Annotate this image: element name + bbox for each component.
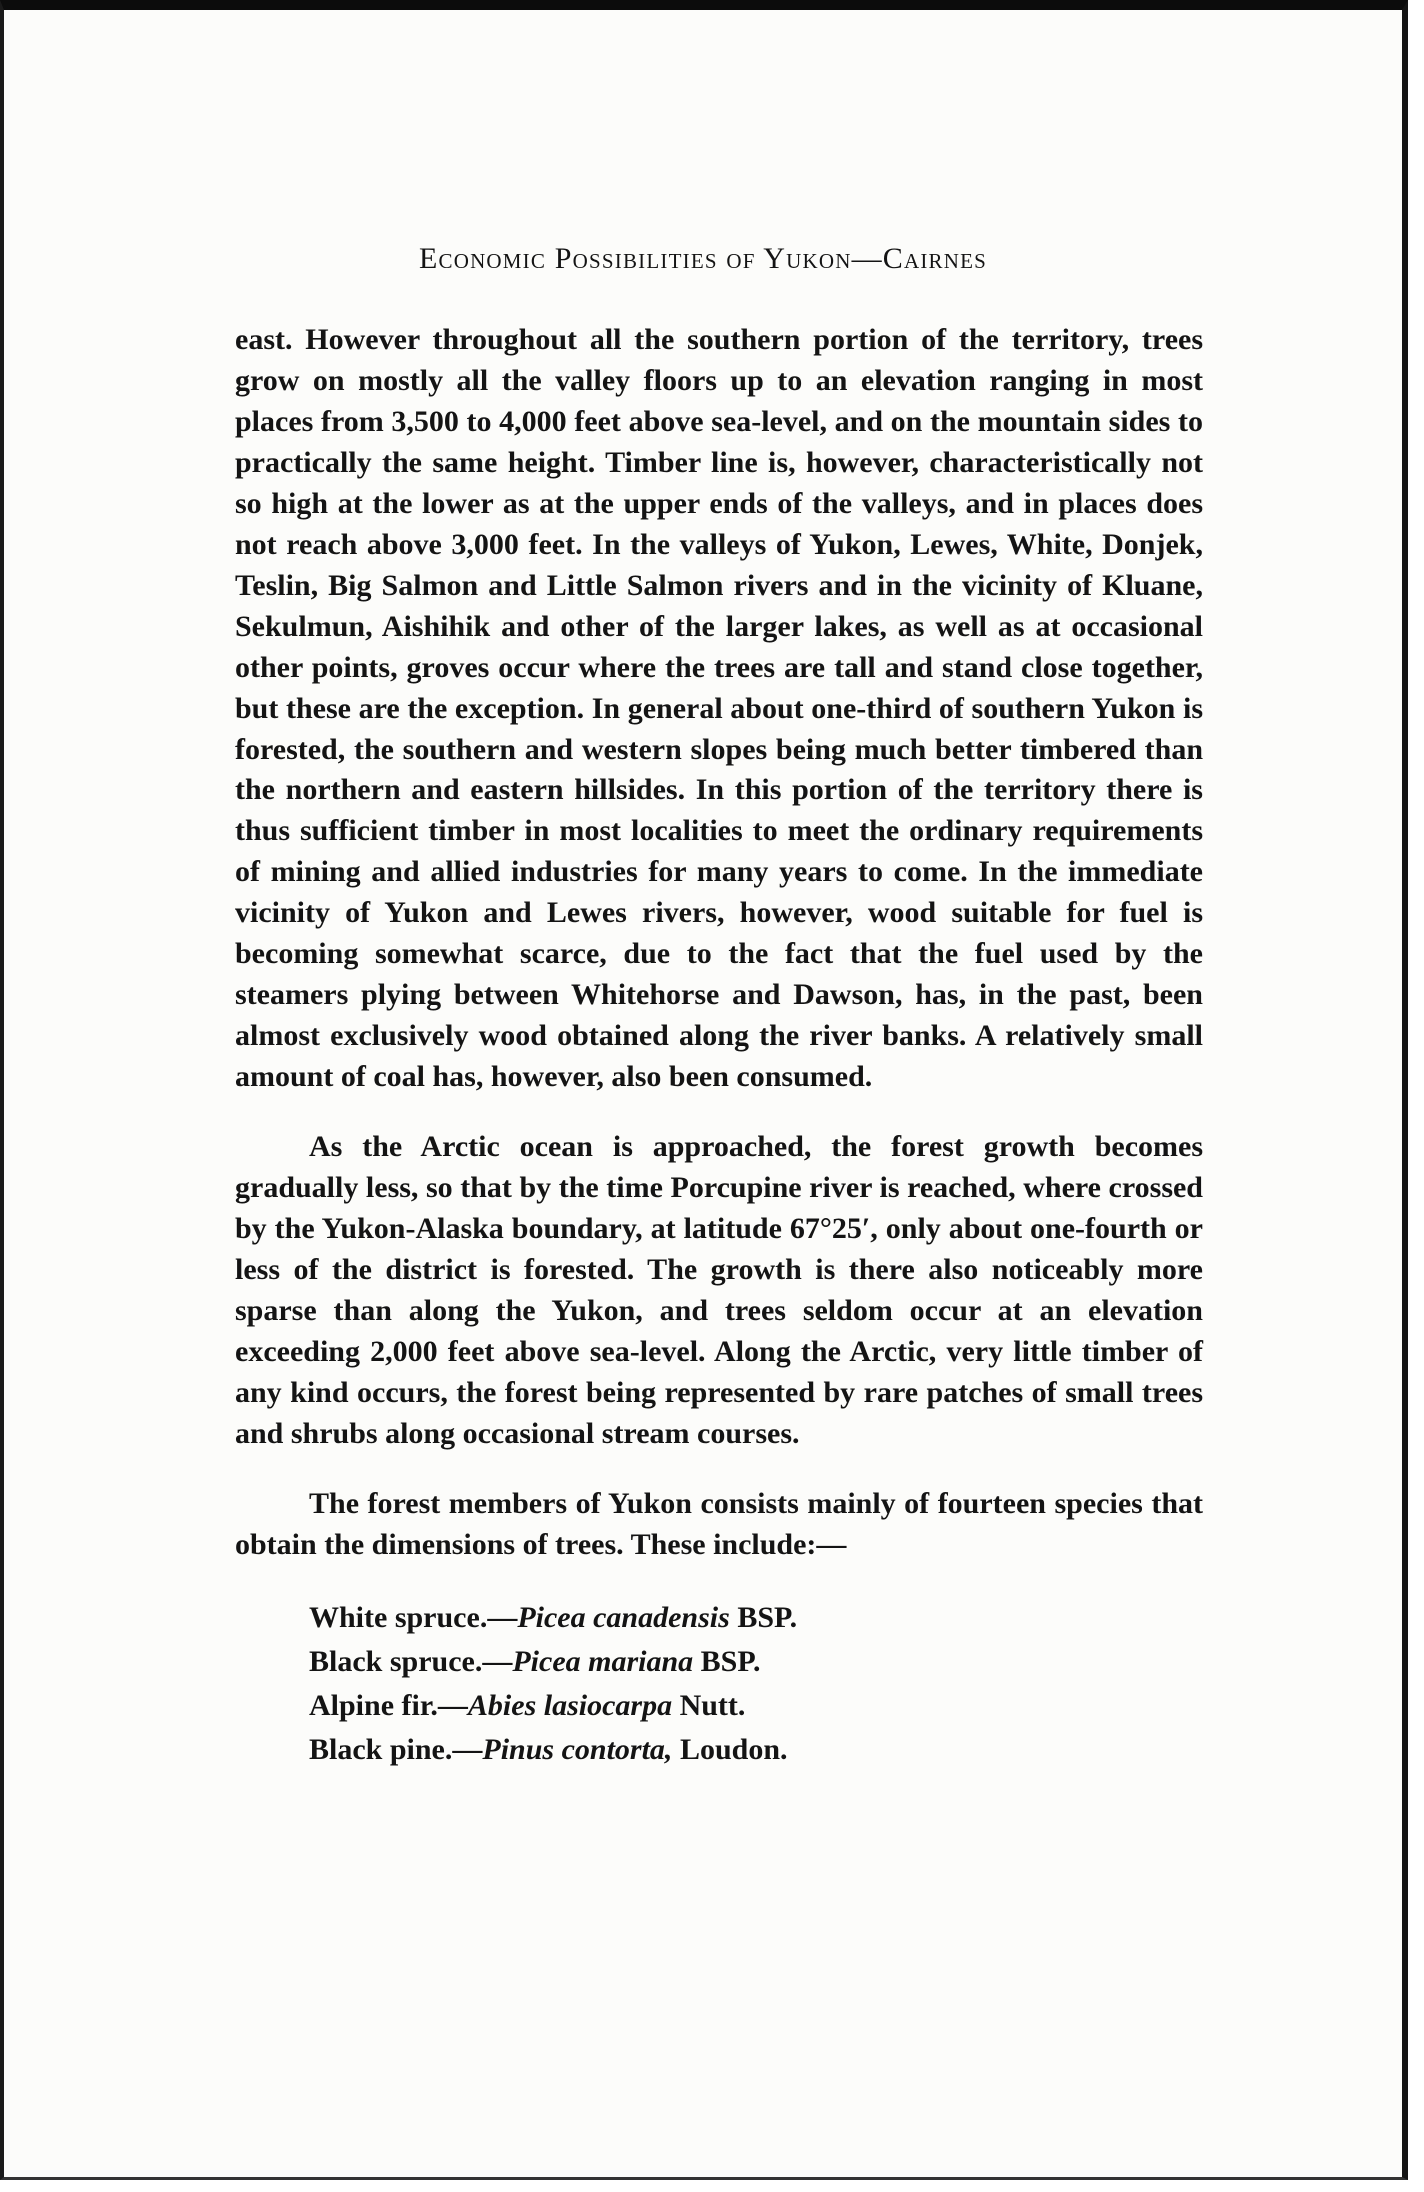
- species-common-name: Alpine fir.—: [309, 1688, 468, 1722]
- paragraph-forest-members: The forest members of Yukon consists mainly of fourteen species that obtain the dimensions of trees. These include:—: [235, 1486, 1203, 1561]
- list-item: [309, 1684, 1203, 1728]
- body-text: [235, 320, 1203, 1772]
- species-authority: Loudon.: [672, 1732, 788, 1766]
- species-authority: BSP.: [693, 1644, 761, 1678]
- species-common-name: Black spruce.—: [309, 1644, 513, 1678]
- species-list: [235, 1596, 1203, 1772]
- list-item: [309, 1728, 1203, 1772]
- paragraph-arctic-forest: As the Arctic ocean is approached, the forest growth becomes gradually less, so that by the time Porcupine river is reached, where crossed by the Yukon-Alaska boundary, at latitude 67°25′, only about one-fourth or less of the district is forested. The growth is there also noticeably more sparse than along the Yukon, and trees seldom occur at an elevation exceeding 2,000 feet above sea-level. Along the Arctic, very little timber of any kind occurs, the forest being represented by rare patches of small trees and shrubs along occasional stream courses.: [235, 1130, 1203, 1450]
- species-authority: BSP.: [729, 1600, 798, 1634]
- paragraph-forest-distribution: east. However throughout all the southern portion of the territory, trees grow on mostly all the valley floors up to an elevation ranging in most places from 3,500 to 4,000 feet above sea-level, and on the mountain sides to practically the same height. Timber line is, however, characteristically not so high at the lower as at the upper ends of the valleys, and in places does not reach above 3,000 feet. In the valleys of Yukon, Lewes, White, Donjek, Teslin, Big Salmon and Little Salmon rivers and in the vicinity of Kluane, Sekulmun, Aishihik and other of the larger lakes, as well as at occasional other points, groves occur where the trees are tall and stand close together, but these are the exception. In general about one-third of southern Yukon is forested, the southern and western slopes being much better timbered than the northern and eastern hillsides. In this portion of the territory there is thus sufficient timber in most localities to meet the ordinary requirements of mining and allied industries for many years to come. In the immediate vicinity of Yukon and Lewes rivers, however, wood suitable for fuel is becoming somewhat scarce, due to the fact that the fuel used by the steamers plying between Whitehorse and Dawson, has, in the past, been almost exclusively wood obtained along the river banks. A relatively small amount of coal has, however, also been consumed.: [235, 323, 1203, 1094]
- species-common-name: Black pine.—: [309, 1732, 483, 1766]
- species-scientific-name: Abies lasiocarpa: [467, 1688, 673, 1722]
- running-header: Economic Possibilities of Yukon—Cairnes: [418, 242, 988, 275]
- species-authority: Nutt.: [672, 1688, 746, 1722]
- list-item: [309, 1640, 1203, 1684]
- list-item: [309, 1596, 1203, 1640]
- species-scientific-name: Picea mariana: [512, 1644, 694, 1678]
- species-common-name: White spruce.—: [309, 1600, 518, 1634]
- species-scientific-name: Pinus contorta,: [482, 1732, 673, 1766]
- species-scientific-name: Picea canadensis: [517, 1600, 730, 1634]
